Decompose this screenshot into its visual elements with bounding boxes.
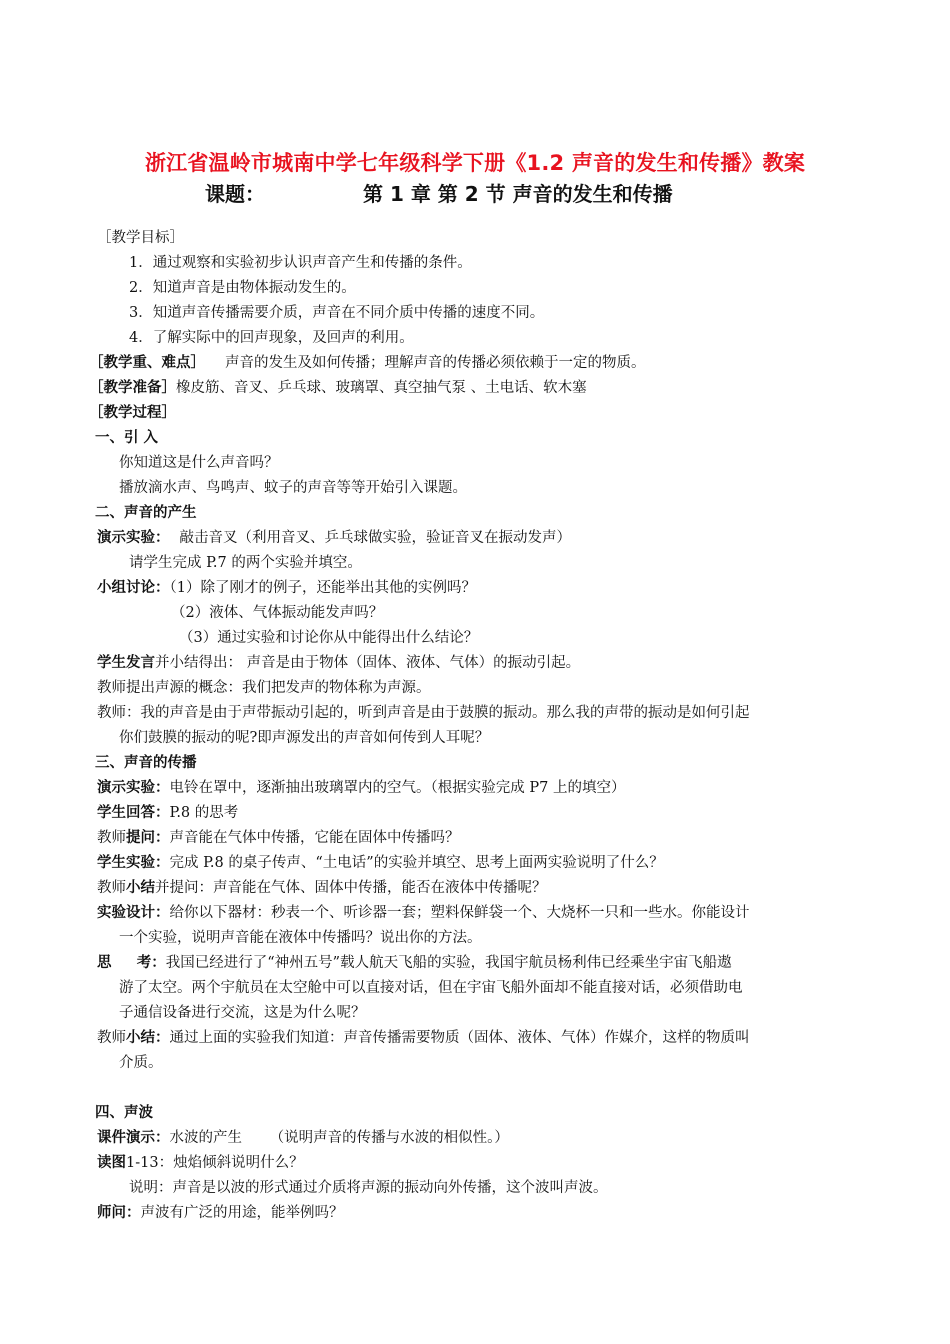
teacher-ask-text: 声音能在气体中传播，它能在固体中传播吗？ [169, 830, 460, 846]
teacher-question-line [97, 1201, 867, 1226]
teacher-ask-prefix: 教师 [97, 830, 126, 846]
teacher-question-text: 声波有广泛的用途，能举例吗？ [140, 1205, 344, 1221]
read-figure-label: 读图 [97, 1155, 126, 1171]
paragraph-line: 说明：声音是以波的形式通过介质将声源的振动向外传播，这个波叫声波。 [129, 1180, 608, 1196]
student-experiment-label: 学生实验： [97, 855, 170, 871]
process-heading: ［教学过程］ [89, 405, 176, 421]
teacher-summary-text: 并提问：声音能在气体、固体中传播，能否在液体中传播呢？ [155, 880, 547, 896]
paragraph-line: 播放滴水声、鸟鸣声、蚊子的声音等等开始引入课题。 [119, 480, 467, 496]
read-figure-text: 1-13：烛焰倾斜说明什么？ [126, 1155, 304, 1171]
lesson-content [89, 226, 867, 1226]
courseware-demo-line [97, 1126, 867, 1151]
key-points-label: ［教学重、难点］ [89, 355, 205, 371]
key-points-text: 声音的发生及如何传播；理解声音的传播必须依赖于一定的物质。 [225, 355, 646, 371]
discussion-line [97, 576, 867, 601]
paragraph-line: 游了太空。两个宇航员在太空舱中可以直接对话，但在宇宙飞船外面却不能直接对话，必须借助电 [119, 980, 743, 996]
teacher-conclusion-line [97, 1026, 867, 1051]
demo-line [97, 776, 867, 801]
student-speak-text: 并小结得出： 声音是由于物体（固体、液体、气体）的振动引起。 [155, 655, 581, 671]
teacher-question-label: 师问： [97, 1205, 141, 1221]
discussion-item: （1）除了刚才的例子，还能举出其他的实例吗？ [169, 580, 476, 596]
read-figure-line [97, 1151, 867, 1176]
goal-item: 1．通过观察和实验初步认识声音产生和传播的条件。 [129, 255, 472, 271]
think-text: 我国已经进行了“神州五号”载人航天飞船的实验，我国宇航员杨利伟已经乘坐宇宙飞船遨 [165, 955, 732, 971]
student-speak-label: 学生发言 [97, 655, 155, 671]
teacher-summary-line [97, 876, 867, 901]
experiment-design-text: 给你以下器材：秒表一个、听诊器一套；塑料保鲜袋一个、大烧杯一只和一些水。你能设计 [169, 905, 750, 921]
section-heading: 一、引 入 [95, 430, 159, 446]
answer-text: P.8 的思考 [169, 805, 239, 821]
key-points-line [89, 351, 867, 376]
think-line [97, 951, 867, 976]
demo-label: 演示实验： [97, 530, 170, 546]
paragraph-line: 你们鼓膜的振动的呢?即声源发出的声音如何传到人耳呢？ [119, 730, 490, 746]
student-speak-line [97, 651, 867, 676]
experiment-design-label: 实验设计： [97, 905, 170, 921]
experiment-design-line [97, 901, 867, 926]
demo-label: 演示实验： [97, 780, 170, 796]
blank-line [97, 1076, 867, 1101]
preparation-text: 橡皮筋、音叉、乒乓球、玻璃罩、真空抽气泵 、土电话、软木塞 [176, 380, 587, 396]
paragraph-line: 一个实验，说明声音能在液体中传播吗？说出你的方法。 [119, 930, 482, 946]
preparation-label: ［教学准备］ [89, 380, 176, 396]
teacher-ask-line [97, 826, 867, 851]
preparation-line [89, 376, 867, 401]
section-heading: 二、声音的产生 [95, 505, 197, 521]
paragraph-line: 教师提出声源的概念：我们把发声的物体称为声源。 [97, 680, 431, 696]
discussion-item: （3）通过实验和讨论你从中能得出什么结论？ [179, 630, 479, 646]
answer-label: 学生回答： [97, 805, 170, 821]
paragraph-line: 你知道这是什么声音吗？ [119, 455, 279, 471]
subject-label: 课题： [205, 182, 265, 206]
paragraph-line: 请学生完成 P.7 的两个实验并填空。 [129, 555, 362, 571]
subject-line [205, 178, 765, 206]
demo-line [97, 526, 867, 551]
paragraph-line: 子通信设备进行交流，这是为什么呢？ [119, 1005, 366, 1021]
goals-heading: ［教学目标］ [97, 230, 184, 246]
teacher-conclusion-label: 小结： [126, 1030, 170, 1046]
think-label: 思 考： [97, 955, 166, 971]
teacher-summary-label: 小结 [126, 880, 155, 896]
main-title: 浙江省温岭市城南中学七年级科学下册《1.2 声音的发生和传播》教案 [144, 151, 806, 175]
demo-text: 电铃在罩中，逐渐抽出玻璃罩内的空气。（根据实验完成 P7 上的填空） [169, 780, 626, 796]
teacher-ask-label: 提问： [126, 830, 170, 846]
discussion-label: 小组讨论： [97, 580, 170, 596]
goal-item: 3．知道声音传播需要介质，声音在不同介质中传播的速度不同。 [129, 305, 545, 321]
paragraph-line: 教师：我的声音是由于声带振动引起的，听到声音是由于鼓膜的振动。那么我的声带的振动是如何引起 [97, 705, 750, 721]
subject-title: 第 1 章 第 2 节 声音的发生和传播 [363, 182, 673, 206]
section-heading: 四、声波 [95, 1105, 153, 1121]
teacher-conclusion-prefix: 教师 [97, 1030, 126, 1046]
student-experiment-text: 完成 P.8 的桌子传声、“土电话”的实验并填空、思考上面两实验说明了什么？ [169, 855, 664, 871]
discussion-item: （2）液体、气体振动能发声吗？ [171, 605, 384, 621]
paragraph-line: 介质。 [119, 1055, 163, 1071]
courseware-demo-label: 课件演示： [97, 1130, 170, 1146]
courseware-demo-text: 水波的产生 （说明声音的传播与水波的相似性。） [169, 1130, 509, 1146]
answer-line [97, 801, 867, 826]
student-experiment-line [97, 851, 867, 876]
goal-item: 4．了解实际中的回声现象，及回声的利用。 [129, 330, 414, 346]
demo-text: 敲击音叉（利用音叉、乒乓球做实验，验证音叉在振动发声） [179, 530, 571, 546]
section-heading: 三、声音的传播 [95, 755, 197, 771]
goal-item: 2．知道声音是由物体振动发生的。 [129, 280, 356, 296]
teacher-summary-prefix: 教师 [97, 880, 126, 896]
teacher-conclusion-text: 通过上面的实验我们知道：声音传播需要物质（固体、液体、气体）作媒介，这样的物质叫 [169, 1030, 750, 1046]
